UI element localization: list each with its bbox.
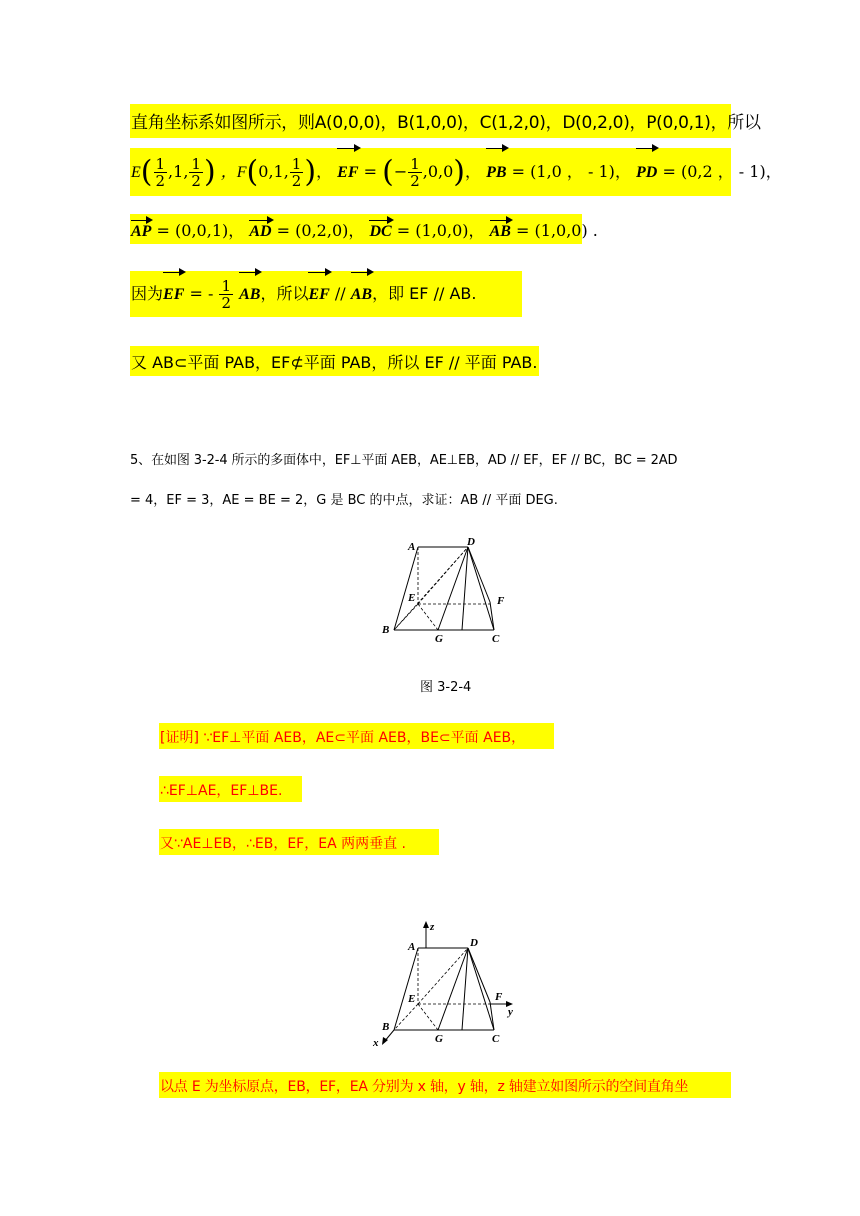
vertex-a-label: A <box>408 541 416 553</box>
vertex-d-label: D <box>467 536 475 548</box>
vector-ef: EF <box>337 151 358 195</box>
proof-line-4: 以点 E 为坐标原点，EB，EF，EA 分别为 x 轴，y 轴，z 轴建立如图所示的空间直角坐 <box>160 1079 689 1095</box>
vertex-g-label: G <box>435 1033 443 1045</box>
fraction: $\frac{1}{2}$ <box>155 155 166 190</box>
point-f-label: ，F <box>220 164 247 181</box>
proof-line-2: ∴EF⊥AE，EF⊥BE. <box>160 783 283 799</box>
vertex-b-label: B <box>382 1021 390 1033</box>
z-axis-label: z <box>430 921 435 933</box>
coordinate-figure <box>370 918 520 1048</box>
fraction: $\frac{1}{2}$ <box>221 277 231 312</box>
coordinate-line-2: E( $\frac{1}{2}$ ,1, $\frac{1}{2}$ ) ，F(0,1, $\frac{1}{2}$ )， EF = (− $\frac{1}{2}$ ,0,0)， PB = (1,0 ， - 1)， PD = (0,2 ， - 1)， <box>131 150 782 194</box>
problem-5-line-2: = 4，EF = 3，AE = BE = 2，G 是 BC 的中点，求证：AB // 平面 DEG. <box>130 493 558 508</box>
coordinate-line-1: 直角坐标系如图所示，则A(0,0,0)，B(1,0,0)，C(1,2,0)，D(0,2,0)，P(0,0,1)，所以 <box>131 113 761 133</box>
fraction: $\frac{1}{2}$ <box>410 155 420 190</box>
y-axis-label: y <box>508 1006 513 1018</box>
vertex-f-label: F <box>495 991 503 1003</box>
vertex-a-label: A <box>408 941 416 953</box>
polyhedron-figure <box>370 534 510 644</box>
vector-pd: PD <box>636 151 657 195</box>
plane-conclusion-line: 又 AB⊂平面 PAB，EF⊄平面 PAB，所以 EF // 平面 PAB. <box>131 353 538 372</box>
vector-ef: EF <box>163 275 184 315</box>
vector-ab: AB <box>489 223 511 240</box>
vertex-f-label: F <box>497 595 505 607</box>
vertex-e-label: E <box>408 993 416 1005</box>
vector-ab: AB <box>239 275 260 315</box>
proof-line-1: [证明] ∵EF⊥平面 AEB，AE⊂平面 AEB，BE⊂平面 AEB， <box>160 730 526 746</box>
proof-line-3: 又∵AE⊥EB，∴EB，EF，EA 两两垂直 . <box>160 836 407 852</box>
vertex-c-label: C <box>492 633 500 644</box>
point-e-label: E <box>131 164 141 181</box>
vector-ef: EF <box>308 275 329 315</box>
vertex-c-label: C <box>492 1033 500 1045</box>
x-axis-label: x <box>373 1037 379 1048</box>
z-axis-arrow-icon <box>423 921 429 928</box>
vector-dc: DC <box>369 223 392 240</box>
vertex-b-label: B <box>382 624 390 636</box>
vertex-e-label: E <box>408 592 416 604</box>
vertex-g-label: G <box>435 633 443 644</box>
vertex-d-label: D <box>470 937 478 949</box>
coordinate-line-3: AP = (0,0,1)， AD = (0,2,0)， DC = (1,0,0)， AB = (1,0,0) . <box>131 221 598 240</box>
vector-ab: AB <box>351 275 372 315</box>
figure-caption: 图 3-2-4 <box>420 680 472 695</box>
vector-ap: AP <box>131 223 152 240</box>
fraction: $\frac{1}{2}$ <box>291 155 302 190</box>
vector-ad: AD <box>249 223 272 240</box>
parallel-conclusion-line: 因为EF = - $\frac{1}{2}$ AB，所以EF // AB，即 EF // AB. <box>131 274 476 314</box>
fraction: $\frac{1}{2}$ <box>191 155 201 190</box>
problem-5-line-1: 5、在如图 3-2-4 所示的多面体中，EF⊥平面 AEB，AE⊥EB，AD // EF，EF // BC，BC = 2AD <box>130 453 678 468</box>
vector-pb: PB <box>486 151 506 195</box>
